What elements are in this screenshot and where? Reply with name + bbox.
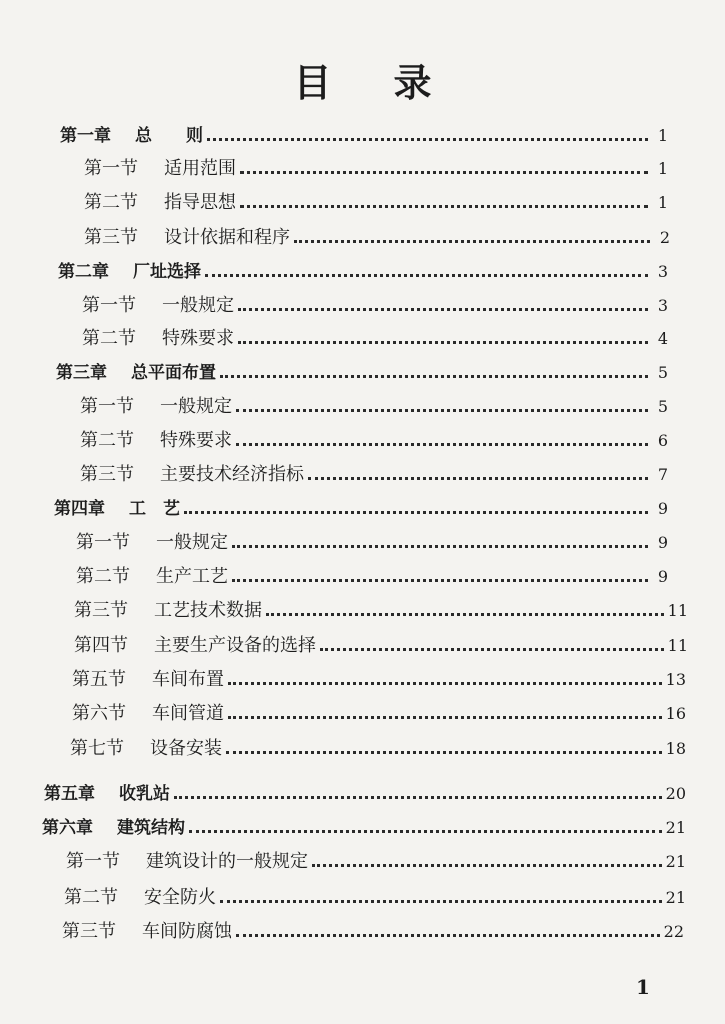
entry-page-number: 5	[657, 363, 668, 382]
entry-page-number: 9	[657, 567, 668, 586]
dot-leader	[226, 751, 662, 754]
dot-leader	[238, 308, 648, 311]
dot-leader	[240, 205, 648, 208]
entry-label: 第一节	[80, 396, 134, 417]
dot-leader	[220, 900, 662, 903]
toc-entry[interactable]	[80, 461, 668, 489]
entry-name: 适用范围	[164, 158, 236, 179]
dot-leader	[236, 934, 660, 937]
dot-leader	[220, 375, 648, 378]
entry-label: 第二节	[82, 328, 136, 349]
entry-name: 设计依据和程序	[164, 227, 290, 248]
entry-label: 第四章	[54, 499, 105, 519]
entry-label: 第三节	[80, 464, 134, 485]
entry-name: 车间管道	[152, 703, 224, 724]
entry-label: 第五节	[72, 669, 126, 690]
dot-leader	[189, 830, 662, 833]
toc-entry[interactable]	[70, 735, 686, 763]
dot-leader	[308, 477, 648, 480]
toc-entry[interactable]	[44, 780, 686, 808]
entry-page-number: 13	[665, 670, 686, 689]
entry-page-number: 1	[657, 159, 668, 178]
entry-name: 特殊要求	[160, 430, 232, 451]
entry-page-number: 1	[657, 126, 668, 145]
entry-label: 第一节	[66, 851, 120, 872]
toc-entry[interactable]	[54, 495, 668, 523]
entry-name: 车间布置	[152, 669, 224, 690]
entry-label: 第二节	[64, 887, 118, 908]
toc-entry[interactable]	[42, 814, 686, 842]
entry-label: 第六节	[72, 703, 126, 724]
dot-leader	[320, 648, 664, 651]
entry-page-number: 11	[667, 601, 688, 620]
entry-name: 总平面布置	[131, 363, 216, 383]
dot-leader	[184, 511, 648, 514]
entry-name: 生产工艺	[156, 566, 228, 587]
entry-page-number: 9	[657, 533, 668, 552]
dot-leader	[228, 682, 662, 685]
toc-entry[interactable]	[84, 224, 670, 252]
toc-entry[interactable]	[80, 393, 668, 421]
dot-leader	[232, 545, 648, 548]
toc-entry[interactable]	[58, 258, 668, 286]
entry-label: 第四节	[74, 635, 128, 656]
entry-page-number: 11	[667, 636, 688, 655]
entry-name: 一般规定	[156, 532, 228, 553]
entry-page-number: 21	[665, 852, 686, 871]
entry-page-number: 21	[665, 818, 686, 837]
toc-entry[interactable]	[72, 700, 686, 728]
entry-page-number: 6	[657, 431, 668, 450]
dot-leader	[266, 613, 664, 616]
entry-page-number: 21	[665, 888, 686, 907]
page-number: 1	[636, 975, 650, 999]
entry-name: 工 艺	[129, 499, 180, 519]
entry-label: 第三节	[84, 227, 138, 248]
entry-label: 第三节	[62, 921, 116, 942]
entry-label: 第五章	[44, 784, 95, 804]
entry-name: 一般规定	[162, 295, 234, 316]
entry-label: 第二节	[76, 566, 130, 587]
toc-entry[interactable]	[82, 292, 668, 320]
toc-entry[interactable]	[84, 189, 668, 217]
entry-label: 第二章	[58, 262, 109, 282]
entry-label: 第三节	[74, 600, 128, 621]
dot-leader	[228, 716, 662, 719]
dot-leader	[238, 341, 648, 344]
entry-page-number: 9	[657, 499, 668, 518]
dot-leader	[294, 240, 650, 243]
dot-leader	[240, 171, 648, 174]
toc-entry[interactable]	[76, 529, 668, 557]
entry-page-number: 22	[663, 922, 684, 941]
entry-label: 第六章	[42, 818, 93, 838]
entry-page-number: 18	[665, 739, 686, 758]
entry-label: 第一节	[82, 295, 136, 316]
entry-label: 第一节	[84, 158, 138, 179]
entry-name: 设备安装	[150, 738, 222, 759]
entry-name: 工艺技术数据	[154, 600, 262, 621]
toc-entry[interactable]	[66, 848, 686, 876]
entry-name: 一般规定	[160, 396, 232, 417]
toc-entry[interactable]	[80, 427, 668, 455]
entry-page-number: 5	[657, 397, 668, 416]
entry-name: 指导思想	[164, 192, 236, 213]
entry-label: 第二节	[84, 192, 138, 213]
toc-entry[interactable]	[62, 918, 684, 946]
dot-leader	[236, 409, 648, 412]
entry-name: 车间防腐蚀	[142, 921, 232, 942]
entry-name: 主要技术经济指标	[160, 464, 304, 485]
dot-leader	[312, 864, 662, 867]
entry-name: 安全防火	[144, 887, 216, 908]
entry-page-number: 7	[657, 465, 668, 484]
toc-entry[interactable]	[72, 666, 686, 694]
toc-entry[interactable]	[74, 597, 688, 625]
entry-name: 总 则	[135, 126, 203, 146]
entry-page-number: 1	[657, 193, 668, 212]
entry-page-number: 20	[665, 784, 686, 803]
dot-leader	[207, 138, 648, 141]
page-title: 目录	[293, 61, 494, 105]
toc-entry[interactable]	[60, 122, 668, 150]
entry-name: 建筑设计的一般规定	[146, 851, 308, 872]
entry-label: 第二节	[80, 430, 134, 451]
entry-name: 收乳站	[119, 784, 170, 804]
dot-leader	[236, 443, 648, 446]
entry-name: 特殊要求	[162, 328, 234, 349]
toc-entry[interactable]	[76, 563, 668, 591]
toc-entry[interactable]	[82, 325, 668, 353]
entry-label: 第七节	[70, 738, 124, 759]
toc-entry[interactable]	[84, 155, 668, 183]
entry-label: 第一节	[76, 532, 130, 553]
entry-name: 主要生产设备的选择	[154, 635, 316, 656]
toc-entry[interactable]	[56, 359, 668, 387]
entry-name: 厂址选择	[133, 262, 201, 282]
dot-leader	[232, 579, 648, 582]
entry-page-number: 3	[657, 296, 668, 315]
entry-page-number: 16	[665, 704, 686, 723]
entry-page-number: 4	[657, 329, 668, 348]
entry-label: 第三章	[56, 363, 107, 383]
toc-entry[interactable]	[64, 884, 686, 912]
dot-leader	[174, 796, 662, 799]
dot-leader	[205, 274, 648, 277]
entry-label: 第一章	[60, 126, 111, 146]
entry-name: 建筑结构	[117, 818, 185, 838]
toc-entry[interactable]	[74, 632, 688, 660]
entry-page-number: 3	[657, 262, 668, 281]
entry-page-number: 2	[659, 228, 670, 247]
